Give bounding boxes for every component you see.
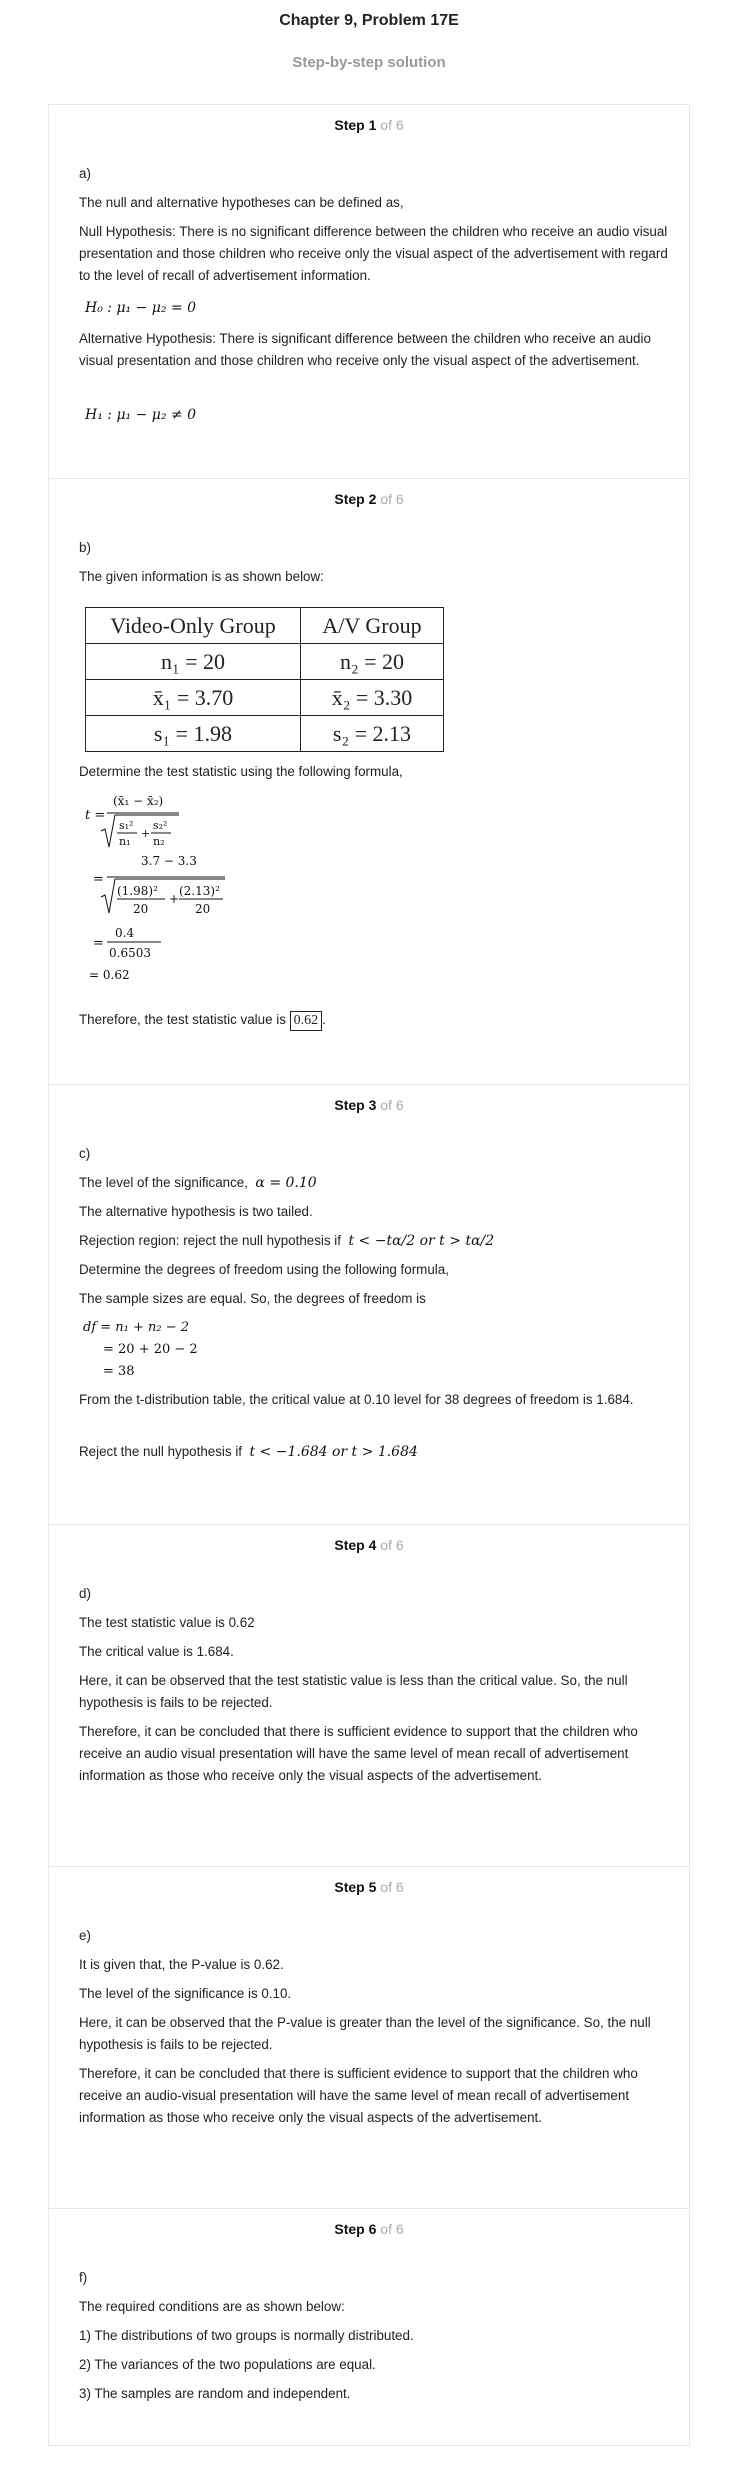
null-hypothesis-text: Null Hypothesis: There is no significant difference between the children who receive an audio visual presentation and those children who receive only the visual aspect of the advertisement with regard to the level of recall of advertisement information. (79, 224, 668, 283)
table-row (86, 644, 444, 680)
paragraph: Determine the degrees of freedom using the following formula, (79, 1262, 449, 1277)
table-cell: n₂ = 20 (301, 644, 444, 680)
formula-numerator: (x̄₁ − x̄₂) (113, 794, 164, 808)
answer-box: 0.62 (290, 1011, 323, 1031)
formula-t: t = (85, 808, 106, 823)
step-header: Step 2 of 6 (334, 491, 404, 507)
formula-denominator-result: 0.6503 (109, 946, 151, 960)
paragraph: Determine the test statistic using the following formula, (79, 764, 403, 779)
formula-n2-value: 20 (195, 902, 211, 916)
formula-s2sq-value: (2.13)² (179, 884, 220, 898)
condition-item: 2) The variances of the two populations are equal. (79, 2357, 376, 2372)
paragraph: It is given that, the P-value is 0.62. (79, 1957, 284, 1972)
step-header: Step 6 of 6 (334, 2221, 404, 2237)
table-cell: n₁ = 20 (86, 644, 301, 680)
formula-result: = 0.62 (89, 968, 130, 982)
table-header: Video-Only Group (86, 608, 301, 644)
step-header: Step 4 of 6 (334, 1537, 404, 1553)
table-cell: x̄₁ = 3.70 (86, 680, 301, 716)
paragraph: The test statistic value is 0.62 (79, 1615, 255, 1630)
rejection-region-line: Rejection region: reject the null hypothesis if t < −tα/2 or t > tα/2 (79, 1233, 495, 1249)
paragraph: The null and alternative hypotheses can be defined as, (79, 195, 404, 210)
table-cell: s₁ = 1.98 (86, 716, 301, 752)
critical-value-text: From the t-distribution table, the critical value at 0.10 level for 38 degrees of freedom is 1.684. (79, 1392, 634, 1407)
paragraph: The required conditions are as shown below: (79, 2299, 345, 2314)
condition-item: 3) The samples are random and independent. (79, 2386, 351, 2401)
alternative-hypothesis-equation: H₁ : μ₁ − μ₂ ≠ 0 (85, 407, 197, 423)
step-header: Step 5 of 6 (334, 1879, 404, 1895)
df-substitution: = 20 + 20 − 2 (103, 1342, 198, 1357)
step-header: Step 3 of 6 (334, 1097, 404, 1113)
paragraph: The critical value is 1.684. (79, 1644, 234, 1659)
test-statistic-formula (79, 789, 339, 989)
solution-steps (48, 104, 690, 2446)
formula-plus: + (169, 892, 180, 906)
table-header: A/V Group (301, 608, 444, 644)
formula-equals: = (93, 872, 104, 887)
formula-s2sq: s₂² (153, 819, 168, 832)
conclusion-line: Therefore, the test statistic value is 0.62 . (79, 1009, 669, 1031)
table-cell: x̄₂ = 3.30 (301, 680, 444, 716)
formula-s1sq-value: (1.98)² (117, 884, 158, 898)
formula-n1: n₁ (119, 835, 131, 848)
step-5 (49, 1867, 689, 2209)
page-subtitle: Step-by-step solution (292, 54, 446, 71)
part-label: f) (79, 2270, 88, 2285)
formula-equals: = (93, 936, 104, 951)
paragraph: The alternative hypothesis is two tailed. (79, 1204, 313, 1219)
significance-line: The level of the significance, α = 0.10 (79, 1175, 317, 1191)
formula-s1sq: s₁² (119, 819, 134, 832)
paragraph: Here, it can be observed that the P-value is greater than the level of the significance. So, the null hypothesis is fails to be rejected. (79, 2015, 651, 2052)
paragraph: Here, it can be observed that the test statistic value is less than the critical value. So, the null hypothesis is fails to be rejected. (79, 1673, 628, 1710)
paragraph: The level of the significance is 0.10. (79, 1986, 292, 2001)
table-row (86, 680, 444, 716)
part-label: d) (79, 1586, 91, 1601)
step-2 (49, 479, 689, 1085)
step-1 (49, 105, 689, 479)
part-label: e) (79, 1928, 91, 1943)
paragraph: Therefore, it can be concluded that there is sufficient evidence to support that the children who receive an audio-visual presentation will have the same level of mean recall of advertisement information as those who receive only the visual aspects of the advertisement. (79, 2066, 638, 2125)
formula-n2: n₂ (153, 835, 165, 848)
null-hypothesis-equation: H₀ : μ₁ − μ₂ = 0 (85, 300, 197, 316)
formula-n1-value: 20 (133, 902, 149, 916)
condition-item: 1) The distributions of two groups is normally distributed. (79, 2328, 414, 2343)
given-data-table (85, 607, 444, 752)
decision-rule-line: Reject the null hypothesis if t < −1.684 or t > 1.684 (79, 1444, 418, 1460)
df-result: = 38 (103, 1364, 135, 1379)
table-row (86, 716, 444, 752)
formula-numerator-result: 0.4 (115, 926, 135, 940)
part-label: a) (79, 166, 91, 181)
part-label: c) (79, 1146, 91, 1161)
formula-numerator-values: 3.7 − 3.3 (141, 854, 197, 868)
step-4 (49, 1525, 689, 1867)
part-label: b) (79, 540, 91, 555)
step-3 (49, 1085, 689, 1525)
step-6 (49, 2209, 689, 2445)
page-title: Chapter 9, Problem 17E (279, 12, 459, 29)
paragraph: Therefore, it can be concluded that there is sufficient evidence to support that the children who receive an audio visual presentation will have the same level of mean recall of advertisement information as those who receive only the visual aspects of the advertisement. (79, 1724, 638, 1783)
table-header-row (86, 608, 444, 644)
formula-plus: + (141, 827, 151, 840)
paragraph: The sample sizes are equal. So, the degrees of freedom is (79, 1291, 426, 1306)
step-header: Step 1 of 6 (334, 117, 404, 133)
table-cell: s₂ = 2.13 (301, 716, 444, 752)
paragraph: The given information is as shown below: (79, 569, 324, 584)
alternative-hypothesis-text: Alternative Hypothesis: There is significant difference between the children who receive an audio visual presentation and those children who receive only the visual aspect of the advertisement. (79, 331, 651, 368)
df-formula: df = n₁ + n₂ − 2 (83, 1320, 190, 1335)
